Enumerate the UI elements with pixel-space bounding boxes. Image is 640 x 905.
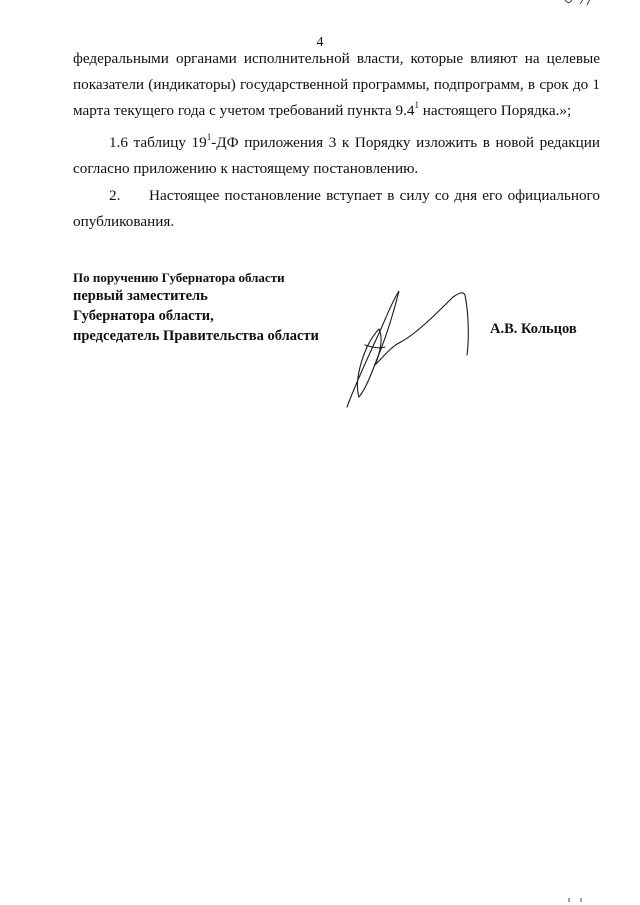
signatory-line-3: Губернатора области,: [73, 308, 214, 324]
scan-bottom-mark: [566, 896, 586, 904]
signatory-name: А.В. Кольцов: [490, 321, 577, 337]
signatory-title: [73, 269, 319, 346]
scan-corner-mark: [562, 0, 592, 8]
paragraph-1-text: федеральными органами исполнительной власти, которые влияют на целевые показатели (индикаторы) государственной программы, подпрограмм, в срок до 1 марта текущего года с учетом требований пункта 9.4: [73, 50, 600, 119]
signatory-line-1: По поручению Губернатора области: [73, 270, 285, 285]
signatory-line-4: председатель Правительства области: [73, 328, 319, 344]
paragraph-2-superscript: 1: [206, 131, 212, 142]
paragraph-1-superscript: 1: [414, 99, 419, 110]
paragraph-1: [73, 46, 600, 124]
paragraph-2-text-end: -ДФ приложения 3 к Порядку изложить в новой редакции согласно приложению к настоящему постановлению.: [73, 134, 600, 177]
paragraph-3-number: 2.: [109, 187, 121, 204]
paragraph-2: [73, 130, 600, 182]
handwritten-signature: [335, 285, 475, 410]
page-number: 4: [316, 35, 324, 50]
paragraph-2-text: 1.6 таблицу 19: [109, 134, 207, 151]
paragraph-3-text: Настоящее постановление вступает в силу со дня его официального опубликования.: [73, 187, 600, 230]
signatory-line-2: первый заместитель: [73, 288, 208, 304]
paragraph-3: [73, 183, 600, 235]
paragraph-1-text-end: настоящего Порядка.»;: [419, 102, 572, 119]
